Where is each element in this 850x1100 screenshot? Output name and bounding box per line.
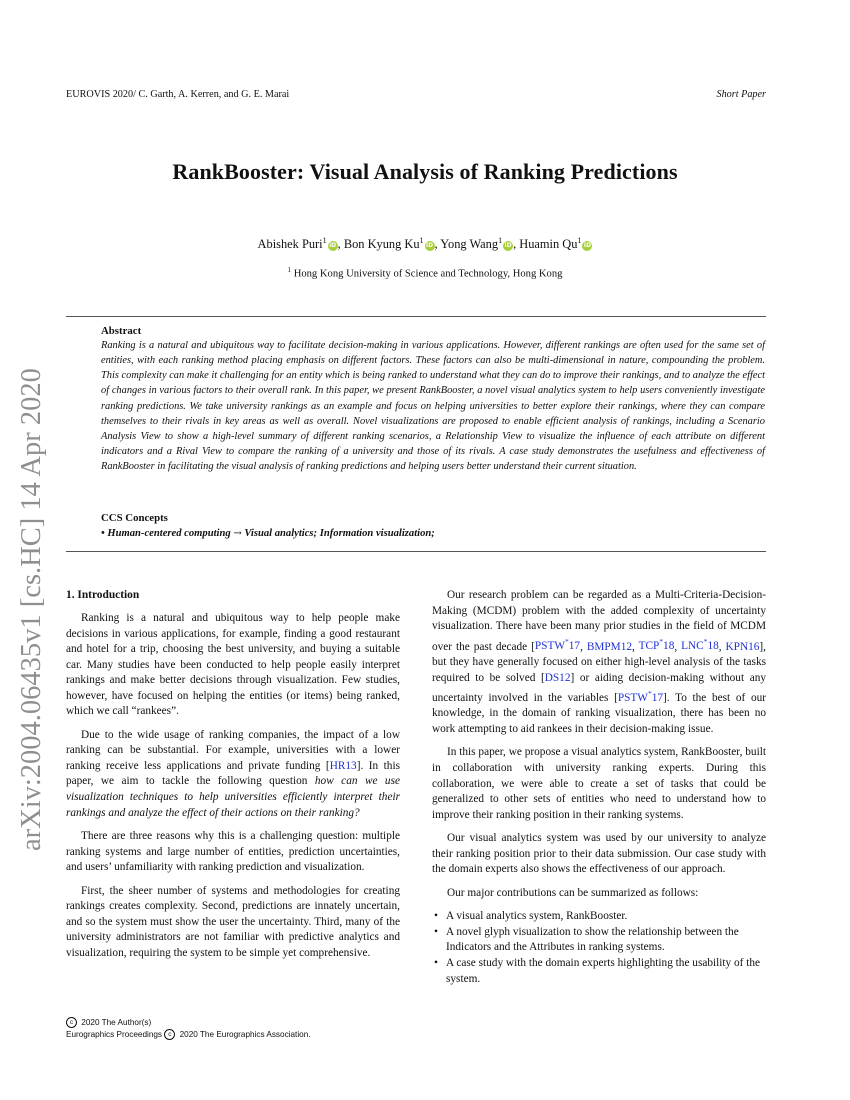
divider <box>66 551 766 552</box>
left-column <box>66 588 400 969</box>
list-item: • A case study with the domain experts highlighting the usability of the system. <box>432 956 766 987</box>
citation-link[interactable]: PSTW*17 <box>534 637 581 653</box>
list-item: • A visual analytics system, RankBooster. <box>432 909 766 925</box>
orcid-icon[interactable]: iD <box>583 242 591 250</box>
abstract-text: Ranking is a natural and ubiquitous way to facilitate decision-making in various applications. However, different rankings are often used for the same set of entities, with each ranking method placing emphasis on different factors. These factors can also be multi-dimensional in nature, compounding the problem. This complexity can make it challenging for an entity which is being ranked to understand what they can do to improve their rankings, and to analyze the effect of changes in various factors to their overall rank. In this paper, we present RankBooster, a novel visual analytics system to help users conveniently investigate ranking predictions. We take university rankings as an example and focus on helping universities to better explore their rankings, where they can compare themselves to their rivals in key areas as well as overall. Novel visualizations are proposed to enable efficient analysis of rankings, including a Scenario Analysis View to show a high-level summary of different ranking scenarios, a Relationship View to visualize the influence of each attribute on different indicators and a Rival View to compare the ranking of a university and those of its rivals. A case study demonstrates the usefulness and effectiveness of RankBooster in facilitating the visual analysis of ranking predictions and helping users better understand their current situation. <box>101 340 765 473</box>
arrow-icon: → <box>233 528 242 539</box>
abstract <box>101 324 765 474</box>
citation-link[interactable]: PSTW*17 <box>617 689 664 704</box>
author-list: Abishek Puri$^1$iD, Bon Kyung Ku$^1$iD, Yong Wang$^1$iD, Huamin Qu$^1$iD <box>257 236 591 252</box>
section-heading: 1. Introduction <box>66 589 140 601</box>
citation-link[interactable]: DS12 <box>544 671 571 684</box>
running-header-right: Short Paper <box>716 89 766 100</box>
citation-link[interactable]: KPN16 <box>725 640 760 653</box>
citation-link[interactable]: LNC*18 <box>681 637 719 653</box>
divider <box>66 316 766 317</box>
paragraph: Due to the wide usage of ranking companies, the impact of a low ranking can be substantial. For example, universities with a lower ranking receive less applications and private funding [HR13]. In this paper, we aim to tackle the following question how can we use visualization techniques to help universities efficiently interpret their rankings and analyze the effect of their actions on their ranking? <box>66 728 400 819</box>
copyright-icon: c <box>164 1029 175 1040</box>
paragraph: In this paper, we propose a visual analytics system, RankBooster, built in collaboration with university ranking experts. During this collaboration, we were able to create a set of tasks that could be generalized to other sets of entities who need to understand how to improve their ranking position in their ranking systems. <box>432 746 766 821</box>
citation-link[interactable]: BMPM12 <box>586 640 633 653</box>
copyright-icon: c <box>66 1017 77 1028</box>
author-name: Abishek Puri <box>257 237 323 252</box>
orcid-icon[interactable]: iD <box>504 242 512 250</box>
orcid-icon[interactable]: iD <box>329 242 337 250</box>
affiliation: $^1$ Hong Kong University of Science and Technology, Hong Kong <box>287 266 563 280</box>
citation-link[interactable]: HR13 <box>329 759 357 772</box>
paper-title: RankBooster: Visual Analysis of Ranking Predictions <box>172 159 678 184</box>
ccs-heading: CCS Concepts <box>101 512 168 524</box>
ccs-concepts <box>101 511 765 541</box>
paragraph: First, the sheer number of systems and methodologies for creating rankings creates complexity. Second, predictions are innately uncertain, and so the system must show the user the uncertainty. Third, many of the university administrators are not familiar with predictive analytics and visualization, requiring the system to be simple yet comprehensive. <box>66 884 400 959</box>
paragraph: There are three reasons why this is a challenging question: multiple ranking systems and large number of entities, prediction uncertainties, and users’ unfamiliarity with ranking prediction and visualization. <box>66 830 400 874</box>
paragraph: Our visual analytics system was used by our university to analyze their ranking position prior to their data submission. Our case study with the domain experts also shows the effectiveness of our approach. <box>432 832 766 876</box>
author-name: Bon Kyung Ku <box>343 237 420 252</box>
running-header-left: EUROVIS 2020/ C. Garth, A. Kerren, and G. E. Marai <box>66 89 290 100</box>
list-item: • A novel glyph visualization to show the relationship between the Indicators and the Attributes in ranking systems. <box>432 925 766 956</box>
contribution-list <box>432 909 766 987</box>
abstract-heading: Abstract <box>101 325 142 337</box>
orcid-icon[interactable]: iD <box>426 242 434 250</box>
ccs-text: • Human-centered computing → Visual analytics; Information visualization; <box>101 528 435 539</box>
author-name: Yong Wang <box>440 237 499 252</box>
author-name: Huamin Qu <box>519 237 578 252</box>
citation-link[interactable]: TCP*18 <box>638 637 675 653</box>
paragraph: Our major contributions can be summarized as follows: <box>447 886 699 899</box>
copyright-footer: c 2020 The Author(s) Eurographics Proceedings c 2020 The Eurographics Association. <box>66 1018 311 1039</box>
right-column <box>432 588 766 987</box>
paragraph: Ranking is a natural and ubiquitous way to help people make decisions in various applications, for example, finding a good restaurant and hotel for a trip, choosing the best university, and buying a suitable car. Many studies have been conducted to help people easily interpret rankings and make better decisions through visualization. Few studies, however, have focused on helping the entities (or items) being ranked, which we call “rankees”. <box>66 612 400 718</box>
paragraph: Our research problem can be regarded as a Multi-Criteria-Decision-Making (MCDM) problem with the added complexity of uncertainty visualization. There have been many prior studies in the field of MCDM over the past decade [PSTW*17, BMPM12, TCP*18, LNC*18, KPN16], but they have generally focused on either high-level analysis of the tasks required to be solved [DS12] or aiding decision-making without any uncertainty involved in the variables [PSTW*17]. To the best of our knowledge, in the domain of ranking visualization, there has been no work attempting to aid rankees in their decision-making issue. <box>432 589 767 735</box>
